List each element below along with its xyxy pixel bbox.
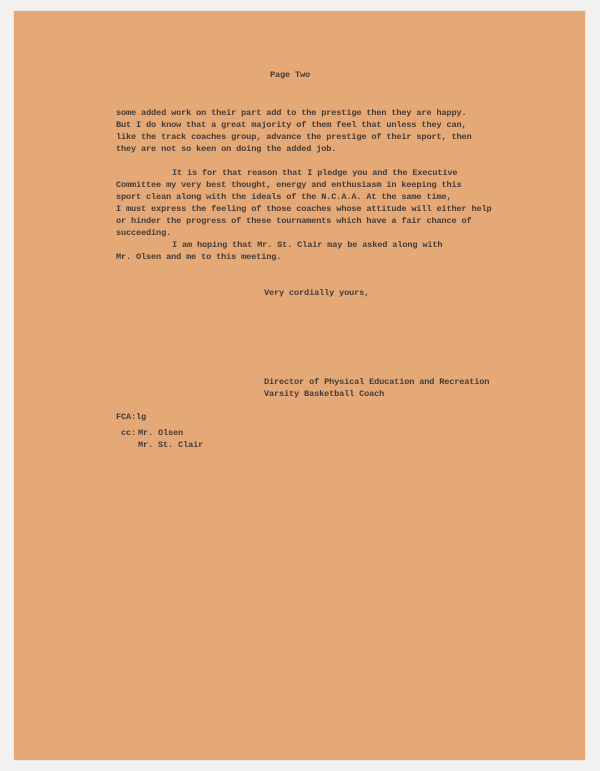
paragraph-2-line-5: or hinder the progress of these tournaments which have a fair chance of	[116, 216, 472, 226]
cc-label: cc:	[121, 428, 137, 438]
paragraph-1-line-3: like the track coaches group, advance the prestige of their sport, then	[116, 132, 472, 142]
signature-title-1: Director of Physical Education and Recreation	[264, 377, 490, 387]
paragraph-1-line-4: they are not so keen on doing the added job.	[116, 144, 337, 154]
paragraph-2-line-3: sport clean along with the ideals of the N.C.A.A. At the same time,	[116, 192, 452, 202]
paragraph-2-line-4: I must express the feeling of those coaches whose attitude will either help	[116, 204, 492, 214]
paragraph-2-line-6: succeeding.	[116, 228, 172, 238]
paragraph-1-line-2: But I do know that a great majority of them feel that unless they can,	[116, 120, 467, 130]
paragraph-1-line-1: some added work on their part add to the prestige then they are happy.	[116, 108, 467, 118]
signature-title-2: Varsity Basketball Coach	[264, 389, 385, 399]
page-heading: Page Two	[270, 70, 311, 80]
paragraph-2-line-2: Committee my very best thought, energy and enthusiasm in keeping this	[116, 180, 462, 190]
cc-recipient-2: Mr. St. Clair	[138, 440, 204, 450]
letter-page	[14, 11, 585, 760]
paragraph-2-line-1: It is for that reason that I pledge you and the Executive	[172, 168, 458, 178]
closing: Very cordially yours,	[264, 288, 370, 298]
paragraph-3-line-2: Mr. Olsen and me to this meeting.	[116, 252, 282, 262]
paragraph-3-line-1: I am hoping that Mr. St. Clair may be asked along with	[172, 240, 443, 250]
cc-recipient-1: Mr. Olsen	[138, 428, 184, 438]
reference-initials: FCA:lg	[116, 412, 147, 422]
